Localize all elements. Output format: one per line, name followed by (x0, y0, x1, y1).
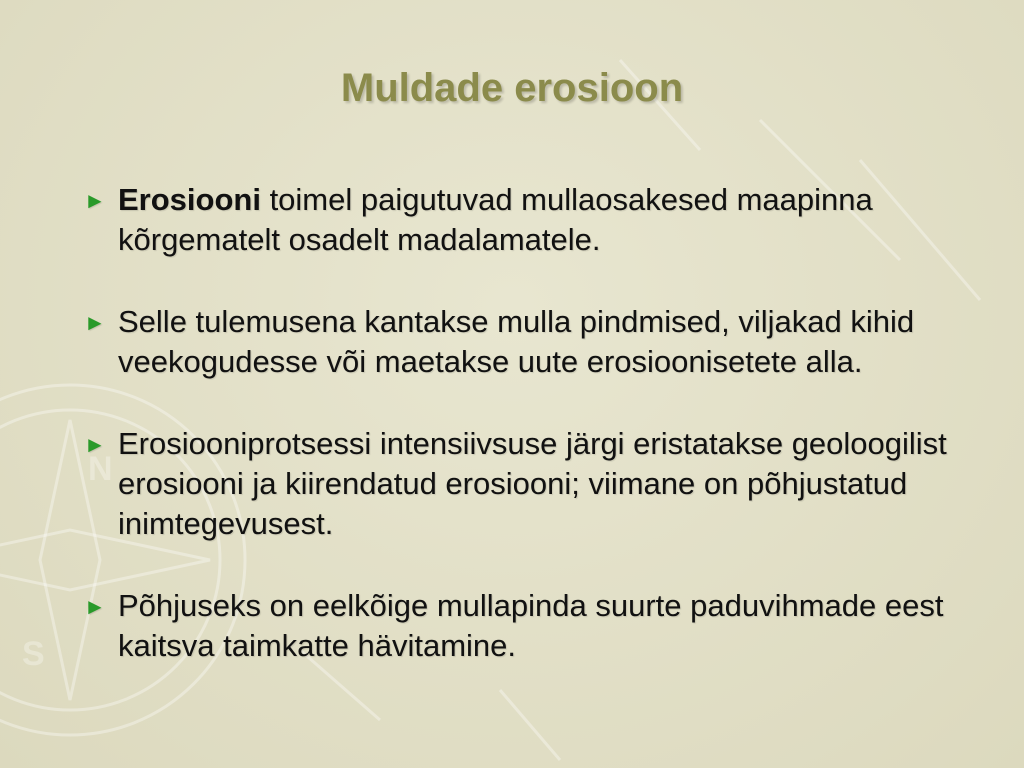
svg-text:S: S (22, 635, 45, 673)
bullet-arrow-icon: ► (84, 432, 106, 457)
slide-title: Muldade erosioon (340, 66, 684, 110)
bullet-arrow-icon: ► (84, 594, 106, 619)
bullet-item-3 (82, 424, 962, 544)
bullet-item-4 (82, 586, 962, 666)
bullet-item-1 (82, 180, 962, 260)
svg-text:N: N (88, 450, 113, 488)
bullet-bold-text: Erosiooni (118, 182, 261, 217)
bullet-text: toimel paigutuvad mullaosakesed maapinna kõrgematelt osadelt madalamatele. (118, 182, 873, 257)
bullet-arrow-icon: ► (84, 188, 106, 213)
bullet-arrow-icon: ► (84, 310, 106, 335)
bullet-list (82, 180, 962, 708)
bullet-text: Põhjuseks on eelkõige mullapinda suurte paduvihmade eest kaitsva taimkatte hävitamine. (118, 588, 944, 663)
bullet-item-2 (82, 302, 962, 382)
bullet-text: Erosiooniprotsessi intensiivsuse järgi eristatakse geoloogilist erosiooni ja kiirendatud erosiooni; viimane on põhjustatud inimtegevusest. (118, 426, 947, 541)
bullet-text: Selle tulemusena kantakse mulla pindmised, viljakad kihid veekogudesse või maetakse uute erosioonisetete alla. (118, 304, 915, 379)
